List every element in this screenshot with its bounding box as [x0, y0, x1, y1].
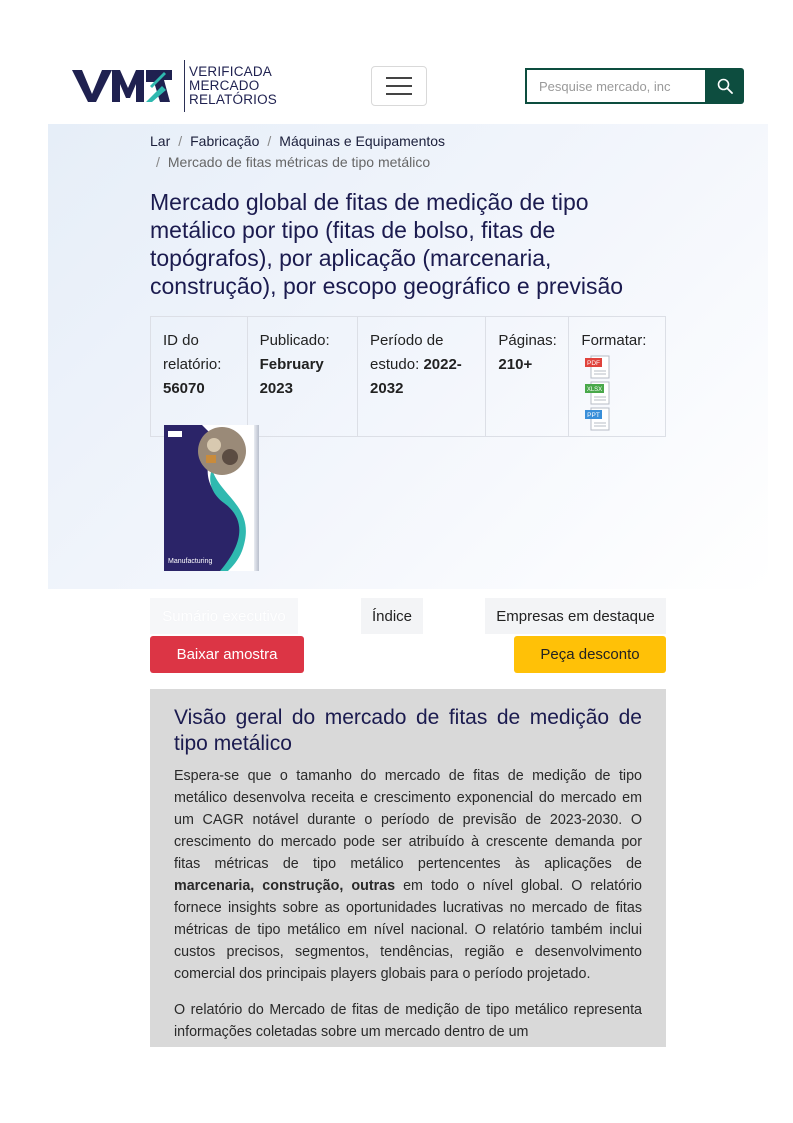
meta-id-label: ID do relatório: [163, 332, 222, 373]
report-meta-table [150, 316, 666, 437]
breadcrumb-separator: / [156, 154, 160, 170]
overview-paragraph-1 [174, 765, 642, 985]
meta-period-value: 2022-2032 [370, 356, 462, 397]
ppt-label: PPT [587, 412, 601, 419]
tab-companies-label: Empresas em destaque [496, 607, 655, 625]
meta-published-value: February 2023 [259, 356, 324, 397]
meta-published-label: Publicado: [259, 332, 330, 349]
breadcrumb-fabricacao[interactable]: Fabricação [190, 133, 260, 149]
hamburger-icon-bar [386, 93, 412, 95]
meta-format-label: Formatar: [581, 332, 647, 349]
meta-id-value: 56070 [163, 380, 205, 397]
overview-paragraph-2: O relatório do Mercado de fitas de medição de tipo metálico representa informações coletadas sobre um mercado dentro de um [174, 1002, 642, 1040]
meta-period-label: Período de estudo: [370, 332, 444, 373]
meta-report-id [151, 317, 248, 436]
tab-featured-companies[interactable] [485, 598, 666, 634]
page-title: Mercado global de fitas de medição de tipo metálico por tipo (fitas de bolso, fitas de topógrafos), por aplicação (marcenaria, construção), por escopo geográfico e previsão [150, 189, 624, 299]
vmr-logo-icon [72, 66, 174, 106]
cover-caption: Manufacturing [168, 558, 213, 565]
report-cover-image [162, 421, 260, 573]
pdf-file-icon[interactable] [585, 355, 613, 379]
breadcrumb-separator: / [178, 133, 183, 149]
ppt-file-icon[interactable] [585, 407, 613, 431]
logo-line-2: MERCADO [189, 78, 260, 93]
download-sample-button[interactable]: Baixar amostra [150, 636, 304, 673]
hamburger-icon-bar [386, 85, 412, 87]
market-overview-section [150, 689, 666, 1047]
menu-toggle-button[interactable] [371, 66, 427, 106]
tab-index[interactable] [361, 598, 423, 634]
pdf-label: PDF [587, 360, 601, 367]
search-field[interactable] [525, 68, 707, 104]
logo-text [189, 65, 277, 107]
meta-pages-value: 210+ [498, 356, 533, 373]
breadcrumb-line-2 [150, 152, 670, 173]
overview-p1-text: Espera-se que o tamanho do mercado de fitas de medição de tipo metálico desenvolva receita e crescimento exponencial do mercado em um CAGR notável durante o período de previsão de 2023-2030. O crescimento do mercado pode ser atribuído à crescente demanda por fitas métricas de tipo metálico pertencentes às aplicações de [174, 768, 642, 872]
search-button[interactable] [705, 68, 744, 104]
meta-pages-label: Páginas: [498, 332, 557, 349]
overview-p1-text-end: em todo o nível global. O relatório fornece insights sobre as oportunidades lucrativas no mercado de fitas métricas de tipo metálico em nível nacional. O relatório também inclui custos precisos, segmentos, tendências, região e desenvolvimento comercial dos principais players globais para o período projetado. [174, 878, 642, 982]
site-logo[interactable] [72, 60, 277, 112]
xlsx-file-icon[interactable] [585, 381, 613, 405]
breadcrumb-current: Mercado de fitas métricas de tipo metálico [167, 154, 431, 170]
meta-pages [486, 317, 569, 436]
search-input[interactable] [527, 70, 707, 102]
breadcrumb-maquinas[interactable]: Máquinas e Equipamentos [279, 133, 446, 149]
site-header [0, 0, 793, 124]
breadcrumb-separator: / [267, 133, 272, 149]
meta-study-period [358, 317, 486, 436]
xlsx-label: XLSX [587, 387, 603, 393]
logo-line-3: RELATÓRIOS [189, 92, 278, 107]
meta-format [569, 317, 665, 436]
request-discount-button[interactable]: Peça desconto [514, 636, 666, 673]
overview-heading: Visão geral do mercado de fitas de medição de tipo metálico [174, 706, 642, 755]
tab-executive-summary[interactable] [150, 598, 298, 634]
logo-line-1: VERIFICADA [189, 64, 273, 79]
format-icons [585, 355, 653, 431]
breadcrumb-home[interactable]: Lar [150, 133, 171, 149]
logo-divider [184, 60, 185, 112]
hamburger-icon [386, 77, 412, 79]
breadcrumb [150, 131, 670, 173]
tab-executive-label: Sumário executivo [162, 607, 286, 625]
overview-p1-bold: marcenaria, construção, outras [174, 878, 396, 894]
search-icon [717, 78, 733, 94]
tab-index-label: Índice [371, 607, 413, 625]
meta-published [248, 317, 358, 436]
